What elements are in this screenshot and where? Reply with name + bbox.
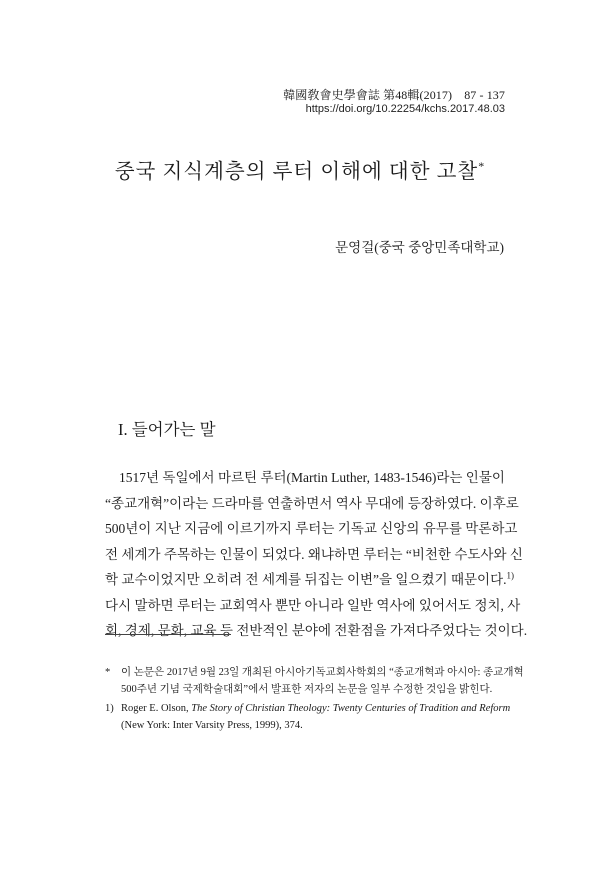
footnote-line: 500주년 기념 국제학술대회”에서 발표한 저자의 논문을 일부 수정한 것임을 밝힌다. [121,684,493,695]
author-affiliation: 문영걸(중국 중앙민족대학교) [335,240,504,255]
footnote-star [105,664,524,698]
body-paragraph [105,465,528,644]
paragraph-line: 전 세계가 주목하는 인물이 되었다. 왜냐하면 루터는 “비천한 수도사와 신 [105,546,523,562]
footnote-1 [105,700,511,734]
paragraph-line: 1517년 독일에서 마르틴 루터(Martin Luther, 1483-1546)라는 인물이 [119,470,505,485]
footnotes [105,664,524,736]
footnote-1-mark: 1) [105,703,114,714]
journal-citation: 韓國敎會史學會誌 第48輯(2017) 87 - 137 [283,88,505,102]
section-heading: I. 들어가는 말 [118,420,216,439]
footnote-author: Roger E. Olson, [121,703,192,714]
footnote-publication: (New York: Inter Varsity Press, 1999), 374. [121,720,303,731]
footnote-star-mark: * [105,667,111,678]
paragraph-line: “종교개혁”이라는 드라마를 연출하면서 역사 무대에 등장하였다. 이후로 [105,495,519,511]
paper-title [0,154,600,184]
paragraph-line: 500년이 지난 지금에 이르기까지 루터는 기독교 신앙의 유무를 막론하고 [105,521,518,536]
paragraph-line-text: 학 교수이었지만 오히려 전 세계를 뒤집는 이변”을 일으켰기 때문이다. [105,572,507,587]
footnote-book-title: The Story of Christian Theology: Twenty Centuries of Tradition and Reform [191,703,511,714]
paragraph-line: 회, 경제, 문화, 교육 등 전반적인 분야에 전환점을 가져다주었다는 것이다. [105,623,528,638]
title-footnote-mark[interactable]: * [478,159,486,173]
doi-link[interactable]: https://doi.org/10.22254/kchs.2017.48.03 [305,103,505,115]
footnote-line [121,700,511,717]
footnote-line: 이 논문은 2017년 9월 23일 개최된 아시아기독교회사학회의 “종교개혁과 아시아: 종교개혁 [121,667,524,678]
paragraph-line [105,567,515,593]
footnote-ref-1[interactable]: 1) [506,570,515,581]
paragraph-line: 다시 말하면 루터는 교회역사 뿐만 아니라 일반 역사에 있어서도 정치, 사 [105,597,521,613]
paper-title-text: 중국 지식계층의 루터 이해에 대한 고찰 [114,161,479,183]
footnote-divider [105,634,231,635]
